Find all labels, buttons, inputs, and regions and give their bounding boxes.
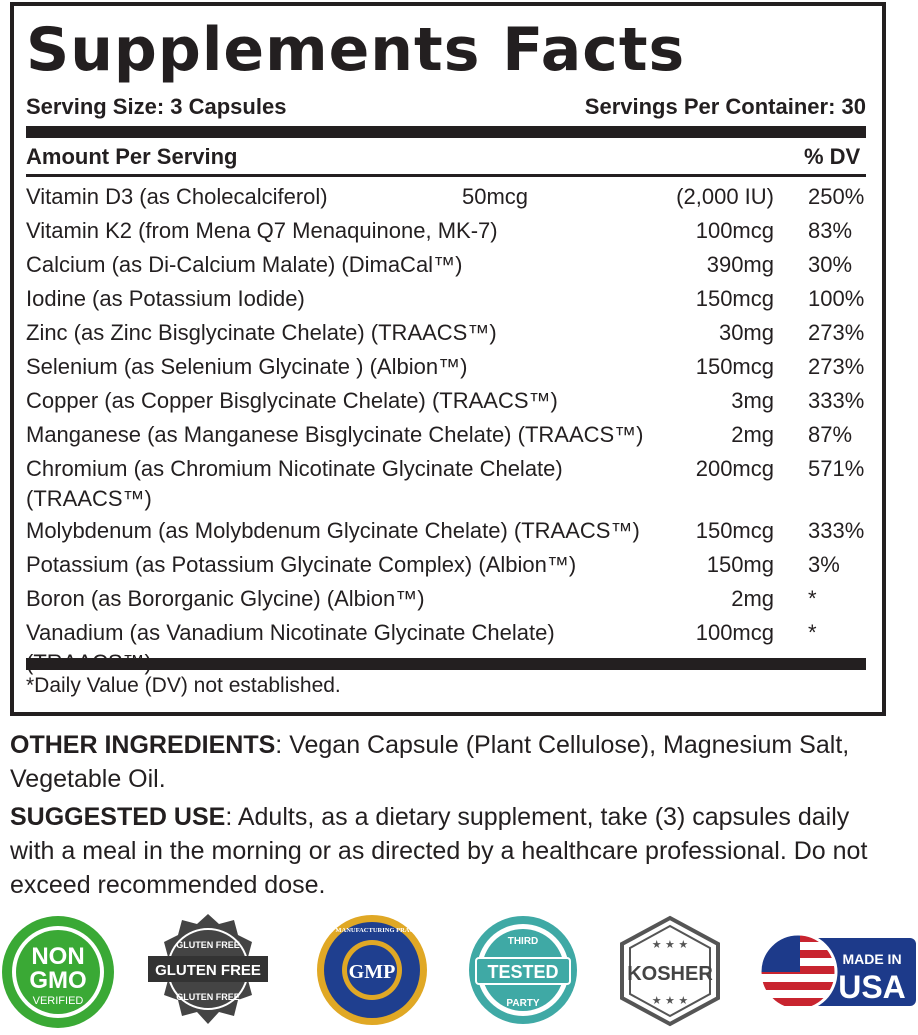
tested-icon: [466, 912, 586, 1032]
kosher-icon: [610, 912, 730, 1032]
nutrient-dv: 83%: [808, 218, 853, 243]
gmp-center-text: GMP: [348, 961, 396, 983]
other-ingredients-text: : Vegan Capsule (Plant Cellulose), Magnesium Salt, Vegetable Oil.: [10, 731, 850, 793]
nutrient-name: Manganese (as Manganese Bisglycinate Chelate) (TRAACS™): [26, 422, 644, 447]
nutrient-amount: 2mg: [731, 586, 774, 611]
usa-line1: MADE IN: [842, 951, 902, 967]
nutrient-dv: *: [808, 620, 817, 645]
nutrient-dv: 273%: [808, 320, 865, 345]
nutrient-dv: 571%: [808, 456, 865, 481]
nutrient-row: [26, 548, 874, 582]
suggested-use-label: SUGGESTED USE: [10, 803, 226, 831]
nutrient-row: [26, 248, 874, 282]
other-ingredients: [10, 728, 890, 796]
third-party-tested-badge: [466, 912, 586, 1032]
serving-size: Serving Size: 3 Capsules: [26, 94, 287, 119]
nutrient-row: [26, 214, 874, 248]
other-ingredients-label: OTHER INGREDIENTS: [10, 731, 276, 759]
nutrient-amount: 150mg: [706, 552, 774, 577]
tested-bottom: PARTY: [506, 998, 540, 1009]
kosher-stars-bottom: ★ ★ ★: [651, 994, 689, 1007]
nutrient-name: Vitamin K2 (from Mena Q7 Menaquinone, MK-7): [26, 218, 498, 243]
dv-footnote: *Daily Value (DV) not established.: [26, 674, 341, 697]
servings-per-container: Servings Per Container: 30: [584, 94, 866, 119]
nutrient-row: [26, 514, 874, 548]
nutrient-mid-amount: 50mcg: [462, 184, 529, 209]
nutrient-dv: 333%: [808, 388, 865, 413]
supplement-facts-panel: [10, 2, 886, 716]
tested-main: TESTED: [487, 962, 559, 982]
nutrient-name-line1: Chromium (as Chromium Nicotinate Glycinate Chelate): [26, 456, 563, 481]
nutrient-amount: 100mcg: [695, 218, 774, 243]
gmp-icon: [312, 912, 432, 1032]
nutrient-row: [26, 180, 874, 214]
nutrient-dv: 100%: [808, 286, 865, 311]
nutrient-row: [26, 616, 874, 650]
nutrient-name: Copper (as Copper Bisglycinate Chelate) (TRAACS™): [26, 388, 558, 413]
nutrient-amount: 150mcg: [695, 354, 774, 379]
gmp-badge: [312, 912, 432, 1032]
nutrient-dv: 87%: [808, 422, 853, 447]
gluten-free-top: GLUTEN FREE: [176, 940, 240, 950]
suggested-use-text: : Adults, as a dietary supplement, take (3) capsules daily with a meal in the morning or as directed by a healthcare professional. Do not exceed recommended dose.: [10, 803, 868, 899]
nutrient-dv: 273%: [808, 354, 865, 379]
nutrient-amount: 390mg: [706, 252, 774, 277]
non-gmo-icon: [0, 912, 120, 1032]
kosher-badge: [610, 912, 730, 1032]
nutrient-name: Calcium (as Di-Calcium Malate) (DimaCal™): [26, 252, 463, 277]
nutrient-amount: 150mcg: [695, 286, 774, 311]
non-gmo-line1: NON: [31, 943, 85, 970]
nutrient-amount: 100mcg: [695, 620, 774, 645]
gluten-free-bottom: GLUTEN FREE: [176, 992, 240, 1002]
nutrient-dv: *: [808, 586, 817, 611]
nutrient-row: [26, 418, 874, 452]
nutrient-name-line2: (TRAACS™): [26, 486, 152, 511]
nutrient-name: Selenium (as Selenium Glycinate ) (Albion™): [26, 354, 468, 379]
gluten-free-main: GLUTEN FREE: [155, 962, 261, 979]
nutrient-amount: 200mcg: [695, 456, 774, 481]
nutrient-amount: 30mg: [718, 320, 774, 345]
thick-divider: [26, 126, 866, 138]
nutrient-name: Vitamin D3 (as Cholecalciferol): [26, 184, 328, 209]
amount-per-serving-header: Amount Per Serving: [26, 144, 238, 169]
nutrient-row: [26, 384, 874, 418]
nutrient-dv: 30%: [808, 252, 853, 277]
usa-line2: USA: [838, 969, 906, 1005]
kosher-main: KOSHER: [627, 963, 713, 985]
nutrient-name: Zinc (as Zinc Bisglycinate Chelate) (TRAACS™): [26, 320, 497, 345]
nutrient-dv: 333%: [808, 518, 865, 543]
nutrient-amount: 2mg: [731, 422, 774, 447]
non-gmo-line3: VERIFIED: [32, 995, 84, 1007]
nutrient-row: [26, 316, 874, 350]
made-in-usa-badge: [760, 912, 918, 1032]
non-gmo-line2: GMO: [29, 967, 87, 994]
nutrient-row: [26, 452, 874, 514]
usa-flag-icon: [760, 912, 918, 1032]
bottom-thick-divider: [26, 658, 866, 670]
nutrient-name: Potassium (as Potassium Glycinate Complex) (Albion™): [26, 552, 577, 577]
nutrient-list: [26, 180, 874, 650]
nutrient-name: Boron (as Bororganic Glycine) (Albion™): [26, 586, 425, 611]
suggested-use: [10, 800, 890, 902]
nutrient-dv: 250%: [808, 184, 865, 209]
gluten-free-badge: [148, 912, 268, 1032]
tested-top: THIRD: [507, 936, 539, 947]
panel-title: Supplements Facts: [26, 15, 686, 85]
nutrient-name: Iodine (as Potassium Iodide): [26, 286, 305, 311]
nutrient-row: [26, 582, 874, 616]
nutrient-name: [26, 452, 666, 514]
gmp-ring-text: GOOD MANUFACTURING PRACTICE: [313, 927, 431, 934]
dv-header: % DV: [804, 144, 861, 169]
certification-badges: [0, 912, 918, 1035]
nutrient-amount: 150mcg: [695, 518, 774, 543]
nutrient-dv: 3%: [808, 552, 840, 577]
nutrient-amount: (2,000 IU): [676, 184, 774, 209]
nutrient-row: [26, 350, 874, 384]
nutrient-name: Molybdenum (as Molybdenum Glycinate Chelate) (TRAACS™): [26, 518, 640, 543]
nutrient-row: [26, 282, 874, 316]
non-gmo-badge: [0, 912, 120, 1032]
gluten-free-icon: [148, 912, 268, 1032]
kosher-stars-top: ★ ★ ★: [651, 938, 689, 951]
nutrient-amount: 3mg: [731, 388, 774, 413]
nutrient-name: Vanadium (as Vanadium Nicotinate Glycinate Chelate): [26, 620, 555, 645]
header-divider: [26, 174, 866, 177]
